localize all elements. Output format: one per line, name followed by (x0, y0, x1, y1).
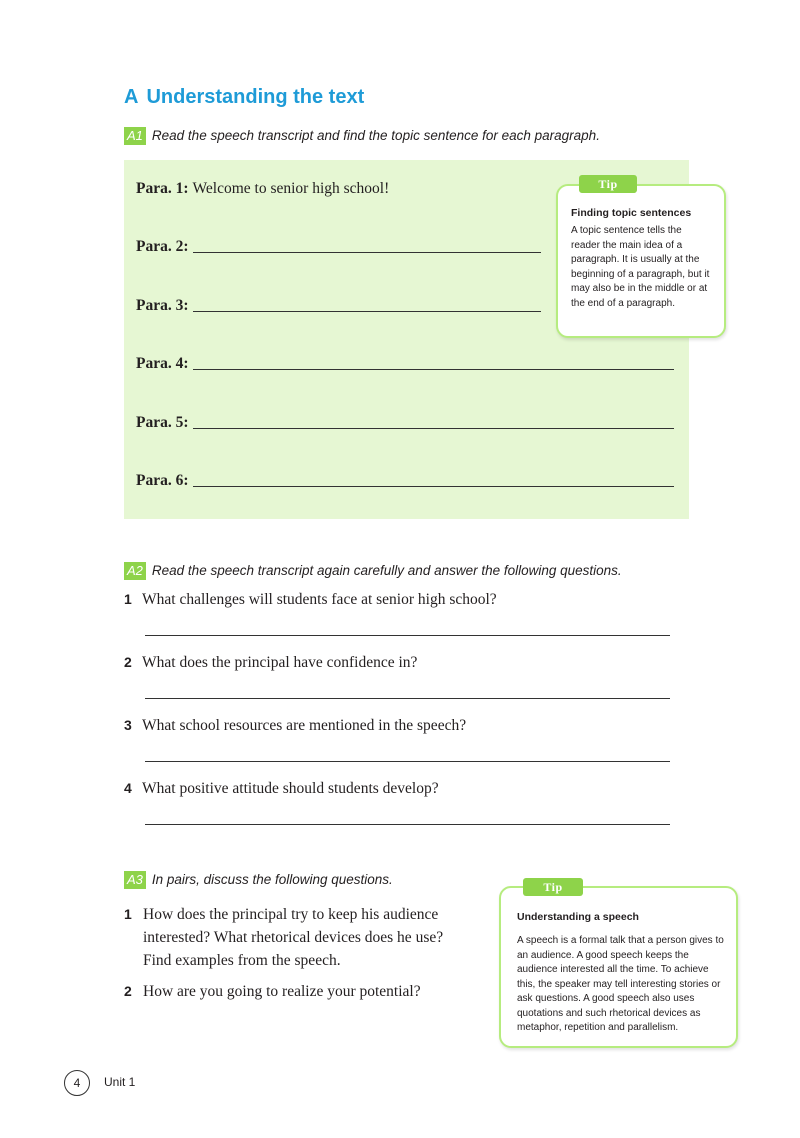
a1-tag: A1 (124, 127, 146, 145)
answer-line[interactable] (145, 761, 670, 762)
a3-question-1 (124, 903, 474, 972)
a2-question-3 (124, 717, 466, 735)
tip-title: Understanding a speech (517, 911, 639, 923)
para-label: Para. 4: (136, 355, 189, 372)
tip-label: Tip (523, 878, 583, 896)
answer-line[interactable] (145, 635, 670, 636)
a3-instruction (124, 871, 393, 889)
a3-instruction-text: In pairs, discuss the following questions. (151, 872, 393, 887)
a2-instruction (124, 562, 622, 580)
section-title: Understanding the text (146, 86, 365, 108)
question-text: What challenges will students face at senior high school? (142, 591, 497, 608)
question-text: How does the principal try to keep his audience interested? What rhetorical devices does he use? Find examples from the speech. (143, 906, 444, 969)
para-label: Para. 1: (136, 180, 189, 197)
para-answer-line[interactable] (193, 485, 674, 487)
tip-title: Finding topic sentences (571, 207, 692, 219)
para-answer: Welcome to senior high school! (192, 180, 390, 197)
para-answer-line[interactable] (193, 368, 674, 370)
question-number: 1 (124, 591, 132, 607)
para-row-4 (136, 355, 674, 373)
para-answer-line[interactable] (193, 427, 674, 429)
question-text: What does the principal have confidence in? (142, 654, 418, 671)
page-number: 4 (64, 1070, 90, 1096)
a1-instruction (124, 127, 600, 145)
a3-tag: A3 (124, 871, 146, 889)
question-number: 4 (124, 780, 132, 796)
a3-question-2 (124, 983, 474, 1001)
para-label: Para. 5: (136, 414, 189, 431)
para-label: Para. 3: (136, 297, 189, 314)
section-heading (124, 86, 364, 109)
a1-instruction-text: Read the speech transcript and find the topic sentence for each paragraph. (151, 128, 600, 143)
question-text: What school resources are mentioned in the speech? (142, 717, 467, 734)
para-row-1 (136, 180, 389, 198)
question-number: 2 (124, 654, 132, 670)
para-answer-line[interactable] (193, 310, 541, 312)
answer-line[interactable] (145, 824, 670, 825)
question-text: How are you going to realize your potential? (143, 983, 421, 1000)
question-text: What positive attitude should students develop? (142, 780, 439, 797)
tip-label: Tip (579, 175, 637, 193)
a2-instruction-text: Read the speech transcript again carefully and answer the following questions. (151, 563, 622, 578)
tip-body: A topic sentence tells the reader the main idea of a paragraph. It is usually at the beginning of a paragraph, but it may also be in the middle or at the end of a paragraph. (571, 225, 710, 309)
section-letter: A (124, 86, 139, 108)
para-row-6 (136, 472, 674, 490)
para-label: Para. 2: (136, 238, 189, 255)
question-number: 2 (124, 983, 132, 999)
unit-label: Unit 1 (104, 1075, 136, 1089)
a2-tag: A2 (124, 562, 146, 580)
para-row-3 (136, 297, 541, 315)
a2-question-1 (124, 591, 497, 609)
tip-body: A speech is a formal talk that a person gives to an audience. A good speech keeps the audience interested all the time. To achieve this, the speaker may tell interesting stories or ask questions. A good speech also uses quotations and such rhetorical devices as metaphor, repetition and parallelism. (517, 935, 724, 1033)
question-number: 3 (124, 717, 132, 733)
para-answer-line[interactable] (193, 251, 541, 253)
para-label: Para. 6: (136, 472, 189, 489)
question-number: 1 (124, 906, 132, 922)
para-row-2 (136, 238, 541, 256)
a2-question-4 (124, 780, 439, 798)
a2-question-2 (124, 654, 417, 672)
para-row-5 (136, 414, 674, 432)
answer-line[interactable] (145, 698, 670, 699)
